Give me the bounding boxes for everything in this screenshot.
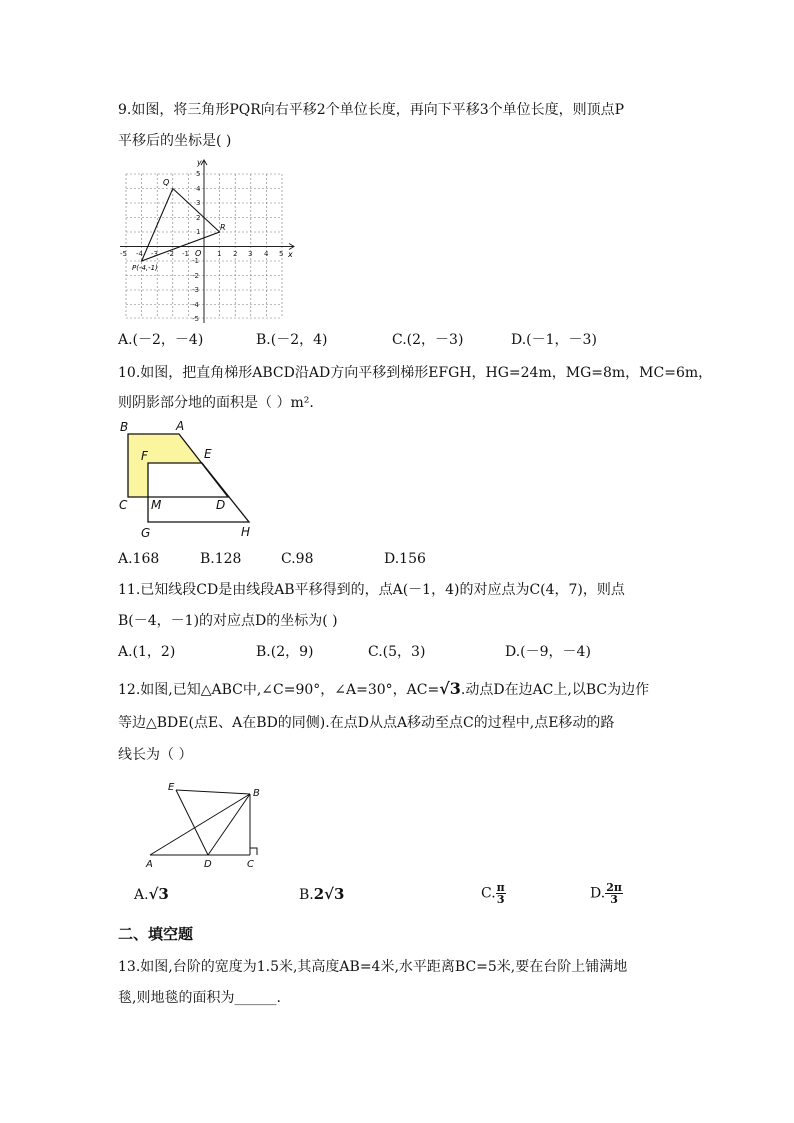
q12-option-d-numerator: 2π xyxy=(606,881,622,894)
q9-x-tick: -2 xyxy=(167,250,174,258)
q9-y-tick: -5 xyxy=(192,315,199,323)
q12-text-line1-a: 12.如图,已知△ABC中,∠C=90°，∠A=30°，AC= xyxy=(118,682,440,698)
q9-y-tick: 4 xyxy=(196,185,201,193)
q10-label-g: G xyxy=(141,526,151,540)
q10-label-m: M xyxy=(151,498,162,512)
q13-text-line2: 毯,则地毯的面积为______. xyxy=(118,990,281,1006)
q10-option-d[interactable]: D.156 xyxy=(384,551,426,567)
q11-option-b[interactable]: B.(2，9) xyxy=(256,644,314,660)
q12-option-c-label: C. xyxy=(481,885,496,902)
q12-label-b: B xyxy=(253,788,260,799)
q12-triangle-figure xyxy=(140,778,270,870)
q9-option-d[interactable]: D.(－1，－3) xyxy=(511,332,597,348)
q9-x-tick: -3 xyxy=(151,250,158,258)
q10-label-f: F xyxy=(141,449,148,463)
q12-label-a: A xyxy=(146,859,153,870)
q12-text-line2: 等边△BDE(点E、A在BD的同侧).在点D从点A移动至点C的过程中,点E移动的路 xyxy=(118,715,615,731)
q9-label-q: Q xyxy=(163,178,170,187)
section-title-fill-in: 二、填空题 xyxy=(118,925,194,943)
q9-option-b[interactable]: B.(－2，4) xyxy=(256,332,328,348)
q12-option-d[interactable] xyxy=(590,882,623,905)
q13-text-line1: 13.如图,台阶的宽度为1.5米,其高度AB=4米,水平距离BC=5米,要在台阶上铺满地 xyxy=(118,959,628,975)
q9-x-tick: 2 xyxy=(233,250,238,258)
q12-option-c-numerator: π xyxy=(496,881,505,894)
q9-text-line1: 9.如图，将三角形PQR向右平移2个单位长度，再向下平移3个单位长度，则顶点P xyxy=(118,102,625,118)
q12-option-c-denominator: 3 xyxy=(496,893,505,906)
q12-label-c: C xyxy=(247,859,254,870)
q12-label-d: D xyxy=(204,859,212,870)
q9-x-tick: 1 xyxy=(217,250,222,258)
q10-label-a: A xyxy=(176,419,185,433)
q12-option-d-denominator: 3 xyxy=(610,893,618,906)
q9-x-tick: -4 xyxy=(136,250,143,258)
q12-sqrt3-value: √3 xyxy=(439,679,461,698)
q9-y-axis-label: y xyxy=(197,158,202,167)
q9-y-tick: 2 xyxy=(196,214,201,222)
q11-option-a[interactable]: A.(1，2) xyxy=(118,644,176,660)
q10-trapezoid-efgh xyxy=(148,463,249,522)
q9-axes xyxy=(120,160,294,323)
q12-option-c-fraction xyxy=(496,882,506,905)
q9-y-tick: 1 xyxy=(196,228,201,236)
q9-x-tick: -1 xyxy=(182,250,189,258)
q12-option-b[interactable] xyxy=(299,884,344,905)
q11-option-d[interactable]: D.(－9，－4) xyxy=(505,644,591,660)
q9-y-tick: 5 xyxy=(196,170,201,178)
q9-y-tick: -3 xyxy=(192,286,199,294)
q12-option-d-label: D. xyxy=(590,885,606,902)
q10-option-c[interactable]: C.98 xyxy=(281,551,314,567)
q9-y-tick: 3 xyxy=(196,199,201,207)
q9-x-tick: -5 xyxy=(120,250,127,258)
q9-x-tick: 4 xyxy=(264,250,269,258)
q10-option-a[interactable]: A.168 xyxy=(118,551,160,567)
q10-label-b: B xyxy=(120,420,129,434)
q9-origin-label: O xyxy=(195,249,202,258)
q12-option-a[interactable] xyxy=(134,884,169,905)
q10-label-d: D xyxy=(216,498,226,512)
q11-text-line2: B(－4，－1)的对应点D的坐标为( ) xyxy=(118,613,338,629)
q12-option-c[interactable] xyxy=(481,882,506,905)
q10-label-c: C xyxy=(119,498,128,512)
q9-label-p: P(-4,-1) xyxy=(132,264,158,272)
q9-option-a[interactable]: A.(－2，－4) xyxy=(118,332,204,348)
q9-x-axis-label: x xyxy=(288,250,293,259)
q12-label-e: E xyxy=(168,782,175,793)
q12-option-b-value: 2√3 xyxy=(313,885,345,903)
q12-option-a-label: A. xyxy=(134,887,149,903)
q10-option-b[interactable]: B.128 xyxy=(200,551,242,567)
q10-label-h: H xyxy=(241,525,251,539)
q10-text-line1: 10.如图，把直角梯形ABCD沿AD方向平移到梯形EFGH，HG=24m，MG=8m，MC=6m， xyxy=(118,365,713,381)
q9-coordinate-figure xyxy=(118,157,300,325)
q12-text-line3: 线长为（ ） xyxy=(118,747,193,763)
q12-option-a-value: √3 xyxy=(148,885,169,903)
q9-y-tick: -2 xyxy=(192,272,199,280)
q9-y-tick: -1 xyxy=(192,257,199,265)
q12-text-line1 xyxy=(118,679,649,700)
q9-x-tick: 3 xyxy=(248,250,253,258)
q9-y-tick: -4 xyxy=(192,301,199,309)
q9-option-c[interactable]: C.(2，－3) xyxy=(392,332,464,348)
q10-shaded-region xyxy=(128,434,202,497)
q12-text-line1-c: .动点D在边AC上,以BC为边作 xyxy=(460,682,650,698)
q12-option-d-fraction xyxy=(605,882,623,905)
q10-label-e: E xyxy=(204,447,212,461)
q9-label-r: R xyxy=(220,223,226,232)
q11-text-line1: 11.已知线段CD是由线段AB平移得到的，点A(－1，4)的对应点为C(4，7)，则点 xyxy=(118,582,625,598)
q9-text-line2: 平移后的坐标是( ) xyxy=(118,133,232,149)
q11-option-c[interactable]: C.(5，3) xyxy=(368,644,426,660)
q12-option-b-label: B. xyxy=(299,887,314,903)
q10-text-line2: 则阴影部分地的面积是（ ）m². xyxy=(118,395,314,411)
q9-x-tick: 5 xyxy=(279,250,284,258)
q10-trapezoid-figure xyxy=(116,418,266,544)
